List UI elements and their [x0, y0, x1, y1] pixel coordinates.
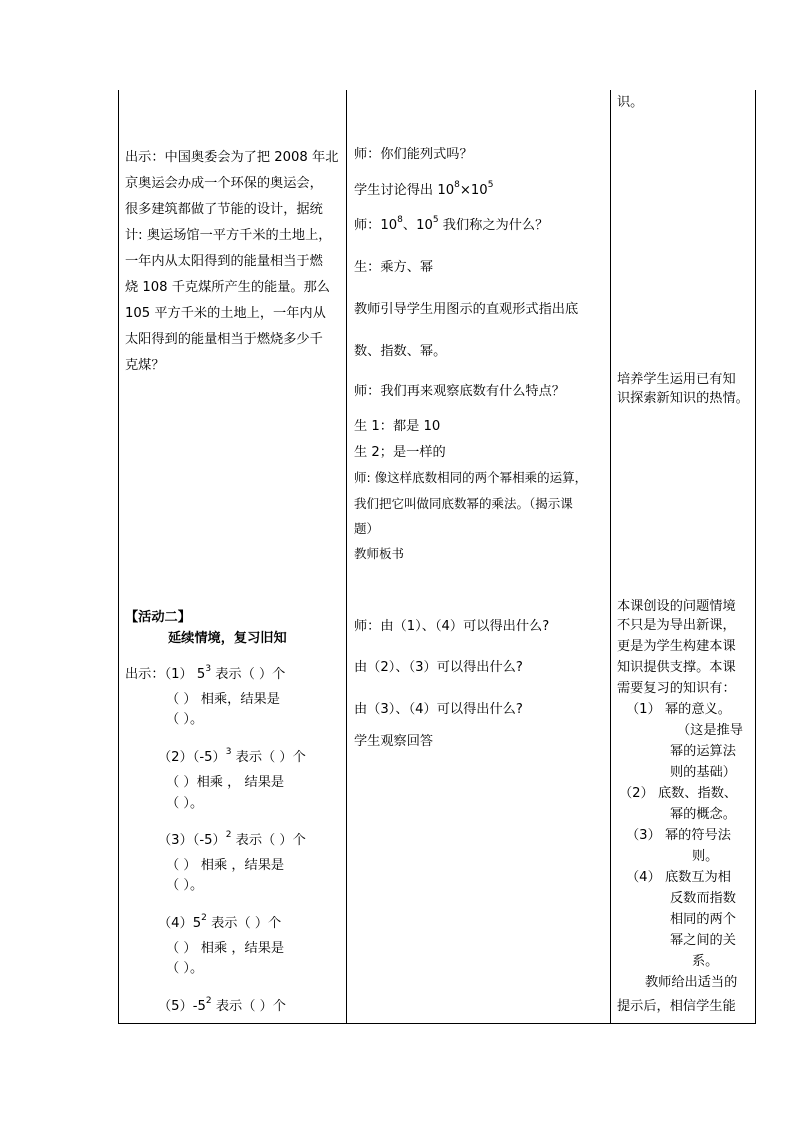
intro-line: 克煤？ [125, 358, 165, 373]
middle-line: 师：由（1）、（4）可以得出什么? [354, 619, 550, 634]
middle-line: 由（3）、（4）可以得出什么? [354, 702, 523, 717]
right-line: 相同的两个 [670, 912, 736, 927]
question-1-line-2: （ ） 相乘，结果是 [166, 692, 280, 707]
right-line: 知识提供支撑。本课 [617, 660, 736, 675]
middle-line: 师: 像这样底数相同的两个幂相乘的运算， [354, 470, 588, 485]
right-line: （这是推导 [677, 723, 743, 738]
middle-line: 生 1：都是 10 [354, 419, 441, 434]
question-5-line-1: $(5)-5^2$ 表示（ ）个 [158, 996, 286, 1014]
question-2-line-1: $(2)(-5)^3$ 表示（ ）个 [158, 747, 306, 765]
middle-line: 由（2）、（3）可以得出什么? [354, 660, 523, 675]
right-line: 提示后，相信学生能 [617, 999, 736, 1014]
intro-line: 烧 108 千克煤所产生的能量。那么 [125, 280, 330, 295]
intro-line: 很多建筑都做了节能的设计，据统 [125, 202, 323, 217]
right-line: 培养学生运用已有知 [617, 372, 736, 387]
middle-line: 题） [354, 521, 380, 536]
question-3-line-3: （ ）。 [166, 878, 204, 893]
question-3-line-1: $(3)(-5)^2$ 表示（ ）个 [158, 830, 306, 848]
right-line: （2） 底数、指数、 [619, 786, 738, 801]
right-line: 幂的概念。 [670, 807, 736, 822]
right-line: 幂之间的关 [670, 933, 736, 948]
right-line: 则的基础） [670, 765, 736, 780]
intro-line: 京奥运会办成一个环保的奥运会， [125, 176, 323, 191]
middle-line: 教师板书 [354, 546, 405, 561]
question-1-line-3: （ ）。 [166, 712, 204, 727]
question-2-line-2: （ ）相乘 ， 结果是 [166, 775, 285, 790]
right-line: 不只是为导出新课， [617, 618, 736, 633]
middle-line: 数、指数、幂。 [354, 344, 447, 359]
right-line: 反数而指数 [670, 891, 736, 906]
middle-line: 我们把它叫做同底数幂的乘法。（揭示课 [354, 496, 573, 511]
table-divider-1 [346, 90, 347, 1024]
right-line: 幂的运算法 [670, 744, 736, 759]
table-border-bottom [118, 1023, 756, 1024]
question-4-line-1: $(4)5^2$ 表示（ ）个 [158, 913, 282, 931]
table-divider-2 [610, 90, 611, 1024]
middle-line: 学生观察回答 [354, 734, 434, 749]
right-line: 需要复习的知识有： [617, 681, 736, 696]
intro-line: 太阳得到的能量相当于燃烧多少千 [125, 332, 323, 347]
question-4-line-3: （ ）。 [166, 961, 204, 976]
right-line: 教师给出适当的 [645, 975, 738, 990]
intro-line: 105 平方千米的土地上，一年内从 [125, 306, 326, 321]
intro-line: 出示：中国奥委会为了把 2008 年北 [125, 150, 339, 165]
right-line: 更是为学生构建本课 [617, 639, 736, 654]
question-1-line-1: 出示：（1） $5^3$ 表示（ ）个 [125, 664, 286, 682]
teacher-question: 师：$10^8$、$10^5$ 我们称之为什么？ [354, 215, 549, 233]
right-line: 本课创设的问题情境 [617, 599, 736, 614]
activity-title: 【活动二】 [125, 610, 191, 625]
teacher-line: 师：你们能列式吗？ [354, 147, 473, 162]
middle-line: 师：我们再来观察底数有什么特点？ [354, 384, 565, 399]
right-line: 识。 [617, 95, 644, 110]
right-line: （3） 幂的符号法 [626, 828, 731, 843]
right-line: （4） 底数互为相 [626, 870, 731, 885]
activity-subtitle: 延续情境，复习旧知 [168, 631, 287, 646]
table-border-left [118, 90, 119, 1024]
right-line: 系。 [692, 954, 719, 969]
middle-line: 生 2；是一样的 [354, 445, 446, 460]
student-answer: 生：乘方、幂 [354, 260, 434, 275]
right-line: 识探索新知识的热情。 [617, 391, 749, 406]
question-2-line-3: （ ）。 [166, 796, 204, 811]
question-3-line-2: （ ） 相乘 ，结果是 [166, 858, 285, 873]
middle-line: 教师引导学生用图示的直观形式指出底 [354, 302, 579, 317]
expression-line: 学生讨论得出 $10^8\times 10^5$ [354, 180, 494, 198]
right-line: 则。 [692, 849, 719, 864]
intro-line: 计: 奥运场馆一平方千米的土地上， [125, 228, 332, 243]
right-line: （1） 幂的意义。 [626, 702, 731, 717]
table-border-right [755, 90, 756, 1024]
question-4-line-2: （ ） 相乘 ，结果是 [166, 941, 285, 956]
intro-line: 一年内从太阳得到的能量相当于燃 [125, 254, 323, 269]
